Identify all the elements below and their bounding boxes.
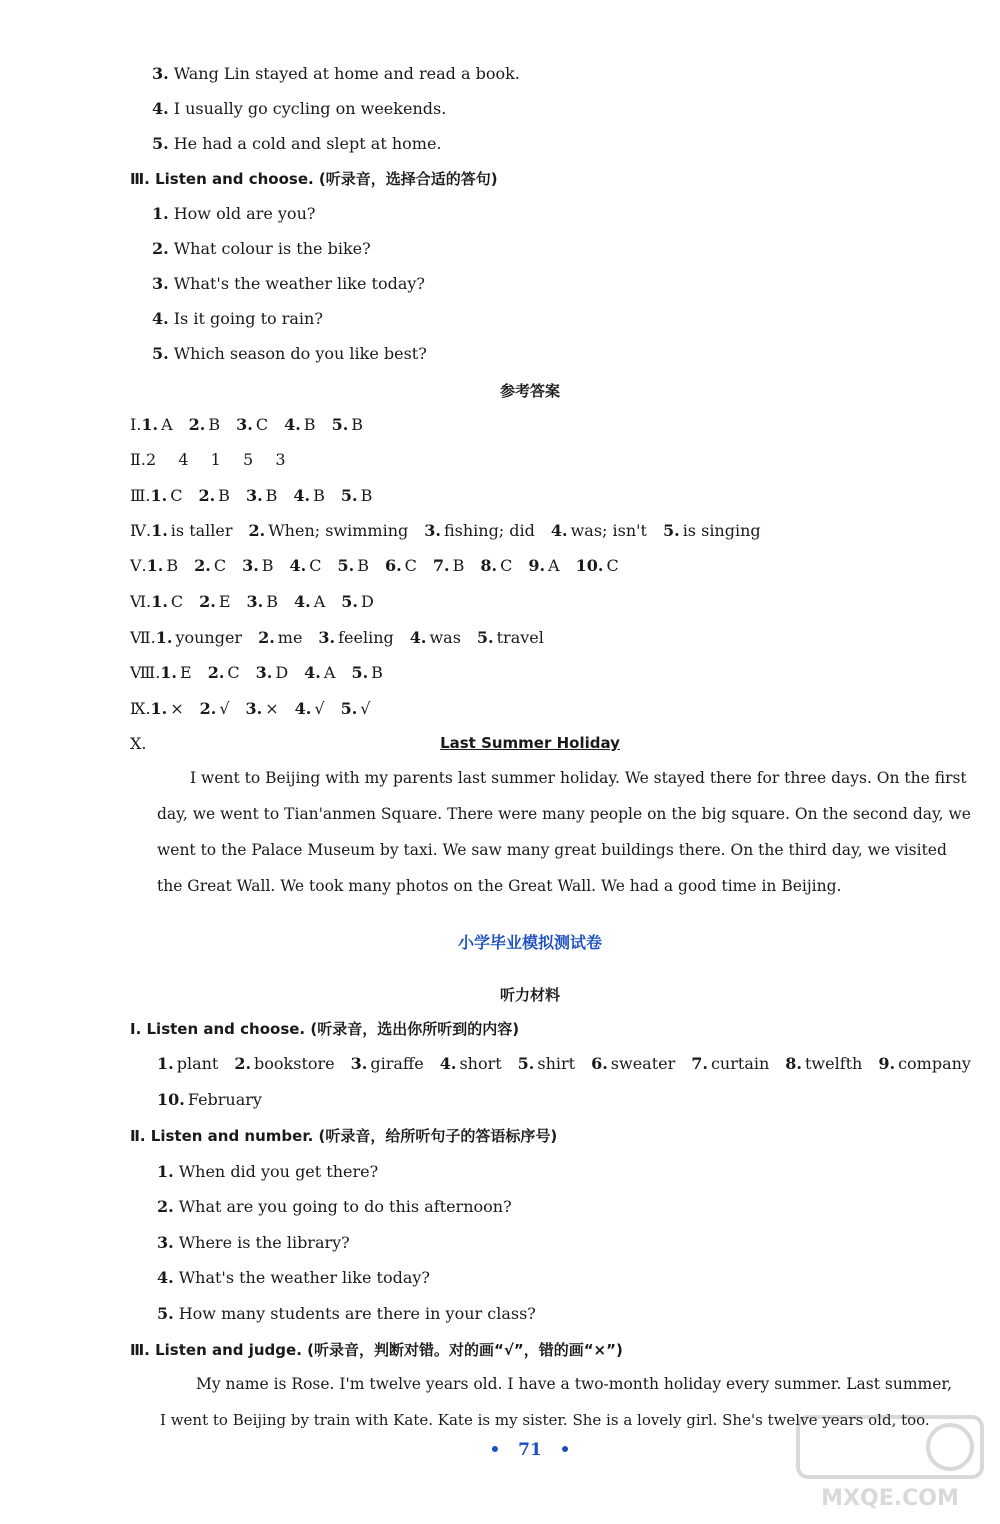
answer-item: 5. B <box>351 663 383 682</box>
answer-item: 4. was; isn't <box>550 521 647 540</box>
list-item: 5. Which season do you like best? <box>152 344 427 363</box>
answer-item: 9. A <box>528 556 560 575</box>
watermark-text: MXQE.COM <box>821 1486 959 1511</box>
word-list-item: 7. curtain <box>691 1054 770 1073</box>
word-list-item: 9. company <box>878 1054 971 1073</box>
answer-item: 3. B <box>242 556 274 575</box>
word-list-item: 1. plant <box>157 1054 219 1073</box>
answer-row-label: Ⅹ. <box>130 734 147 753</box>
answer-item: 1. × <box>150 699 184 718</box>
answer-item: 1. B <box>146 556 179 575</box>
answer-item: 1. C <box>151 592 184 611</box>
answer-item: 3. B <box>246 592 278 611</box>
answer-item: 1. C <box>150 486 183 505</box>
word-list-item: 5. shirt <box>517 1054 576 1073</box>
answer-row <box>130 556 619 576</box>
answer-item: 4. B <box>284 415 316 434</box>
answer-row <box>130 699 370 719</box>
answer-item: 3. fishing; did <box>424 521 535 540</box>
answer-row <box>130 592 374 612</box>
word-list-item: 4. short <box>439 1054 502 1073</box>
answer-item: 2. When; swimming <box>248 521 409 540</box>
section-title: Ⅱ. Listen and number. (听录音，给所听句子的答语标序号) <box>130 1127 558 1145</box>
answer-item: 2. B <box>198 486 230 505</box>
top-item: 3. Wang Lin stayed at home and read a book. <box>152 64 520 83</box>
answer-item: 4. √ <box>294 699 325 718</box>
essay-title: Last Summer Holiday <box>440 734 620 752</box>
word-list-item: 8. twelfth <box>785 1054 863 1073</box>
answer-item: 3. feeling <box>318 628 394 647</box>
answer-row <box>130 450 286 470</box>
answer-item: 5. is singing <box>662 521 761 540</box>
answer-row-label: Ⅷ. <box>130 663 161 682</box>
answer-item: 1. younger <box>155 628 243 647</box>
word-list-item: 2. bookstore <box>234 1054 335 1073</box>
answer-item: 2. me <box>258 628 303 647</box>
top-item: 4. I usually go cycling on weekends. <box>152 99 447 118</box>
answer-row <box>130 521 761 541</box>
list-item: 2. What colour is the bike? <box>152 239 371 258</box>
answer-item: 5. B <box>337 556 369 575</box>
answer-item: 1. E <box>160 663 192 682</box>
answer-item: 2. B <box>188 415 221 434</box>
essay-line: went to the Palace Museum by taxi. We saw many great buildings there. On the third day, we visited <box>157 841 947 859</box>
answer-item: 1. is taller <box>151 521 233 540</box>
essay-line: I went to Beijing with my parents last summer holiday. We stayed there for three days. On the first <box>190 769 967 787</box>
answer-item: 10. C <box>575 556 619 575</box>
answer-row-label: Ⅲ. <box>130 486 151 505</box>
answer-item: 4. B <box>293 486 325 505</box>
answer-row-label: Ⅰ. <box>130 415 142 434</box>
passage-line: I went to Beijing by train with Kate. Kate is my sister. She is a lovely girl. She's twelve years old, too. <box>160 1411 930 1429</box>
top-item: 5. He had a cold and slept at home. <box>152 134 442 153</box>
list-item: 1. When did you get there? <box>157 1162 379 1181</box>
answer-item: 2. C <box>207 663 240 682</box>
section-title: Ⅲ. Listen and judge. (听录音，判断对错。对的画“√”，错的画“×”) <box>130 1341 623 1359</box>
answers-heading: 参考答案 <box>499 382 560 400</box>
answer-item: 3. C <box>236 415 269 434</box>
section-title: Ⅲ. Listen and choose. (听录音，选择合适的答句) <box>130 170 498 188</box>
answer-row <box>130 628 544 648</box>
exam-subtitle: 听力材料 <box>499 986 560 1004</box>
answer-row <box>130 415 363 435</box>
list-item: 3. What's the weather like today? <box>152 274 425 293</box>
answer-plain: 2 4 1 5 3 <box>145 450 286 469</box>
word-list-item: 10. February <box>157 1090 262 1109</box>
answer-item: 2. C <box>194 556 227 575</box>
list-item: 2. What are you going to do this afternoon? <box>157 1197 512 1216</box>
answer-row-label: Ⅱ. <box>130 450 146 469</box>
list-item: 1. How old are you? <box>152 204 316 223</box>
answer-item: 5. B <box>331 415 364 434</box>
answer-item: 4. was <box>409 628 461 647</box>
answer-item: 4. C <box>289 556 322 575</box>
answer-item: 7. B <box>432 556 465 575</box>
list-item: 5. How many students are there in your class? <box>157 1304 536 1323</box>
word-list-item: 3. giraffe <box>350 1054 424 1073</box>
watermark-logo <box>790 1409 990 1514</box>
word-list <box>157 1054 971 1074</box>
answer-item: 4. A <box>294 592 326 611</box>
answer-item: 2. √ <box>199 699 230 718</box>
essay-line: the Great Wall. We took many photos on the Great Wall. We had a good time in Beijing. <box>157 877 842 895</box>
answer-item: 5. B <box>340 486 373 505</box>
list-item: 3. Where is the library? <box>157 1233 350 1252</box>
answer-row <box>130 663 383 683</box>
answer-item: 3. D <box>255 663 289 682</box>
answer-item: 1. A <box>141 415 173 434</box>
page-number: • 71 • <box>489 1440 571 1460</box>
answer-item: 3. × <box>245 699 279 718</box>
answer-item: 8. C <box>480 556 513 575</box>
answer-item: 2. E <box>199 592 231 611</box>
essay-line: day, we went to Tian'anmen Square. There were many people on the big square. On the second day, we <box>157 805 971 823</box>
passage-line: My name is Rose. I'm twelve years old. I have a two-month holiday every summer. Last summer, <box>196 1375 953 1393</box>
answer-item: 5. travel <box>476 628 544 647</box>
answer-row-label: Ⅶ. <box>130 628 156 647</box>
answer-row-label: Ⅴ. <box>130 556 147 575</box>
section-title: Ⅰ. Listen and choose. (听录音，选出你所听到的内容) <box>130 1020 520 1038</box>
answer-row-label: Ⅵ. <box>130 592 152 611</box>
list-item: 4. Is it going to rain? <box>152 309 323 328</box>
exam-title: 小学毕业模拟测试卷 <box>457 933 602 952</box>
answer-item: 6. C <box>384 556 417 575</box>
answer-item: 3. B <box>245 486 278 505</box>
answer-row-label: Ⅳ. <box>130 521 152 540</box>
answer-item: 5. √ <box>340 699 371 718</box>
answer-item: 4. A <box>304 663 336 682</box>
word-list-item: 6. sweater <box>591 1054 676 1073</box>
answer-row <box>130 486 372 506</box>
answer-row-label: Ⅸ. <box>130 699 151 718</box>
answer-item: 5. D <box>341 592 374 611</box>
list-item: 4. What's the weather like today? <box>157 1268 430 1287</box>
